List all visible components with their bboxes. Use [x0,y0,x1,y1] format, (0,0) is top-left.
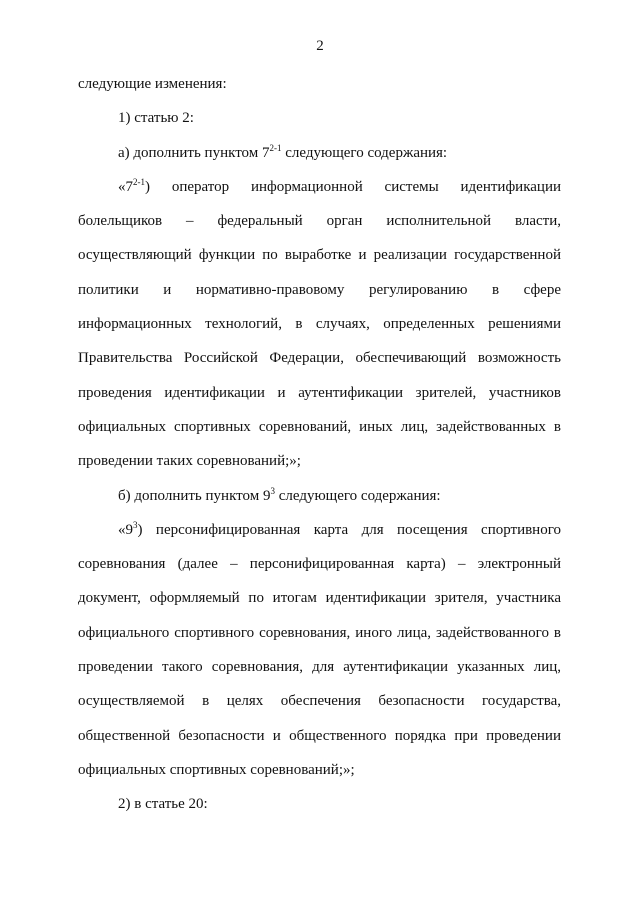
text-line: проведении таких соревнований;»; [78,453,301,470]
text-line: проведения идентификации и аутентификации зрителей, участников [78,384,561,401]
text-line: осуществляемой в целях обеспечения безопасности государства, [78,693,561,710]
text-line: официальных спортивных соревнований, иных лиц, задействованных в [78,418,561,435]
text-line: соревнования (далее – персонифицированная карта) – электронный [78,556,561,573]
text-line: официального спортивного соревнования, иного лица, задействованного в [78,624,561,641]
text-line: Правительства Российской Федерации, обеспечивающий возможность [78,350,561,367]
subitem-a-heading: а) дополнить пунктом 7$^{2-1}$ следующего содержания: [118,142,448,161]
definition-9-3-start: «$9^3$) персонифицированная карта для посещения спортивного [118,519,561,538]
text-line: осуществляющий функции по выработке и реализации государственной [78,247,561,264]
text-line: общественной безопасности и общественного порядка при проведении [78,727,561,744]
document-body [78,67,561,822]
page-number: 2 [316,38,324,54]
text-line: официальных спортивных соревнований;»; [78,761,355,778]
text-line: информационных технологий, в случаях, определенных решениями [78,316,561,333]
text-line: болельщиков – федеральный орган исполнительной власти, [78,213,561,230]
list-item-article-20: 2) в статье 20: [118,796,208,813]
subitem-b-heading: б) дополнить пунктом $9^3$ следующего содержания: [118,485,441,504]
definition-7-2-1-start: «7$^{2-1}$) оператор информационной системы идентификации [118,176,561,195]
text-line: документ, оформляемый по итогам идентификации зрителя, участника [78,590,561,607]
text-line: следующие изменения: [78,76,227,92]
text-line: политики и нормативно-правовому регулированию в сфере [78,281,561,298]
list-item-article-2: 1) статью 2: [118,110,194,127]
text-line: проведении такого соревнования, для аутентификации указанных лиц, [78,659,561,676]
